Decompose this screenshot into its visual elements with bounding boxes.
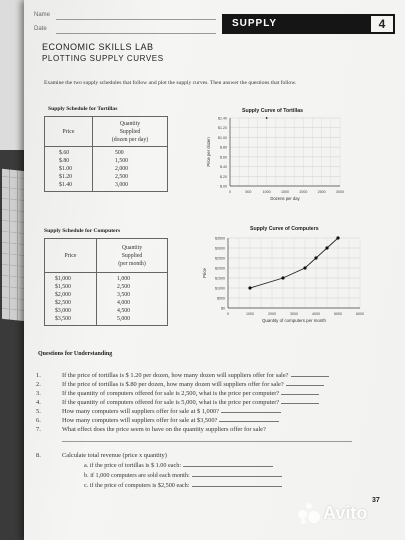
lab-title: ECONOMIC SKILLS LAB (42, 42, 154, 52)
question-7: 7. What effect does the price seem to have on the quantity suppliers offer for sale? (36, 426, 266, 433)
avito-logo-icon (298, 502, 320, 524)
tortilla-qty-header: Quantity Supplied (dozen per day) (93, 117, 168, 147)
x-tick-label: 1500 (281, 190, 289, 194)
date-field[interactable] (56, 33, 216, 34)
question-6: 6. How many computers will suppliers offer for sale at $3,500? (36, 417, 279, 424)
answer-7-line[interactable] (62, 441, 352, 442)
x-tick-label: 2500 (317, 190, 326, 194)
instructions: Examine the two supply schedules that follow and plot the supply curves. Then answer the questions that follow. (44, 80, 297, 86)
name-label: Name (34, 12, 51, 18)
tortilla-supply-chart (172, 114, 352, 206)
x-axis-label: Quantity of computers per month (262, 318, 326, 323)
chapter-number: 4 (369, 14, 395, 34)
answer-1-blank[interactable] (291, 376, 329, 377)
question-8b: b. if 1,000 computers are sold each month: (84, 472, 282, 479)
data-point (303, 266, 306, 269)
question-4: 4. If the quantity of computers offered for sale is 5,000, what is the price per computer? (36, 399, 319, 406)
data-point (281, 276, 284, 279)
y-tick-label: $.20 (220, 174, 227, 179)
x-tick-label: 3000 (336, 190, 344, 194)
tortilla-chart-title: Supply Curve of Tortillas (242, 108, 304, 114)
x-tick-label: 0 (227, 312, 229, 316)
tortilla-supply-table (44, 116, 168, 192)
date-label: Date (34, 26, 47, 32)
y-tick-label: $0 (221, 306, 225, 311)
adjacent-book-grid (2, 169, 26, 322)
x-tick-label: 2000 (268, 312, 276, 316)
y-tick-label: $.40 (220, 165, 227, 170)
computer-supply-table (44, 238, 168, 326)
computer-qty-header: Quantity Supplied (per month) (97, 239, 168, 273)
answer-2-blank[interactable] (286, 385, 324, 386)
x-tick-label: 4000 (312, 312, 320, 316)
x-tick-label: 2000 (299, 190, 308, 194)
question-3: 3. If the quantity of computers offered for sale is 2,500, what is the price per computer? (36, 390, 319, 397)
computer-supply-chart (172, 232, 372, 328)
y-tick-label: $1.40 (218, 116, 227, 121)
y-tick-label: $1.00 (218, 135, 227, 140)
question-1: 1. If the price of tortillas is $ 1.20 per dozen, how many dozen will suppliers offer for sale? (36, 372, 329, 379)
workbook-page (24, 0, 405, 540)
question-8c: c. if the price of computers is $2,500 each: (84, 482, 282, 489)
data-point (336, 236, 339, 239)
answer-5-blank[interactable] (221, 412, 281, 413)
data-point (325, 246, 328, 249)
avito-watermark: Avito (298, 502, 367, 524)
y-axis-label: Price (202, 267, 207, 279)
questions-heading: Questions for Understanding (38, 351, 113, 357)
computer-chart-title: Supply Curve of Computers (250, 226, 319, 232)
tortilla-table-title: Supply Schedule for Tortillas (48, 106, 118, 112)
y-tick-label: $3000 (215, 246, 225, 251)
answer-8c-blank[interactable] (192, 486, 282, 487)
x-tick-label: 6000 (356, 312, 364, 316)
question-2: 2. If the price of tortillas is $.80 per dozen, how many dozen will suppliers offer for sale? (36, 381, 324, 388)
y-tick-label: $.60 (220, 155, 227, 160)
data-point (314, 256, 317, 259)
x-tick-label: 1000 (262, 190, 271, 194)
y-tick-label: $500 (217, 296, 225, 301)
answer-6-blank[interactable] (219, 421, 279, 422)
lab-subtitle: PLOTTING SUPPLY CURVES (42, 54, 164, 63)
question-5: 5. How many computers will suppliers offer for sale at $ 1,000? (36, 408, 281, 415)
y-tick-label: $3500 (215, 236, 225, 241)
adjacent-book-page (0, 0, 26, 150)
tortilla-qty-column: 500 1,500 2,000 2,500 3,000 (93, 147, 168, 192)
y-tick-label: $1500 (215, 276, 225, 281)
answer-8a-blank[interactable] (183, 466, 273, 467)
tortilla-price-column: $.60 $.80 $1.00 $1.20 $1.40 (45, 147, 93, 192)
y-axis-label: Price per dozen (206, 137, 211, 167)
computer-price-column: $1,000 $1,500 $2,000 $2,500 $3,000 $3,500 (45, 273, 97, 326)
x-axis-label: Dozens per day (270, 196, 300, 201)
question-8a: a. if the price of tortillas is $ 1.00 each: (84, 462, 273, 469)
x-tick-label: 0 (229, 190, 231, 194)
answer-3-blank[interactable] (281, 394, 319, 395)
data-point (248, 286, 251, 289)
answer-4-blank[interactable] (281, 403, 319, 404)
y-tick-label: $2000 (215, 266, 225, 271)
x-tick-label: 3000 (290, 312, 298, 316)
x-tick-label: 5000 (334, 312, 342, 316)
y-tick-label: $1.20 (218, 126, 227, 131)
computer-qty-column: 1,000 2,500 3,500 4,000 4,500 5,000 (97, 273, 168, 326)
y-tick-label: $.00 (220, 184, 227, 189)
section-banner: SUPPLY (222, 14, 369, 34)
y-tick-label: $1000 (215, 286, 225, 291)
tortilla-price-header: Price (45, 117, 93, 147)
x-tick-label: 500 (245, 190, 252, 194)
y-tick-label: $2500 (215, 256, 225, 261)
computer-table-title: Supply Schedule for Computers (44, 228, 121, 234)
answer-8b-blank[interactable] (192, 476, 282, 477)
computer-price-header: Price (45, 239, 97, 273)
question-8: 8. Calculate total revenue (price x quantity) (36, 452, 167, 459)
x-tick-label: 1000 (246, 312, 254, 316)
data-point (266, 117, 268, 119)
name-field[interactable] (56, 19, 216, 20)
y-tick-label: $.80 (220, 145, 227, 150)
page-number: 37 (372, 497, 380, 504)
